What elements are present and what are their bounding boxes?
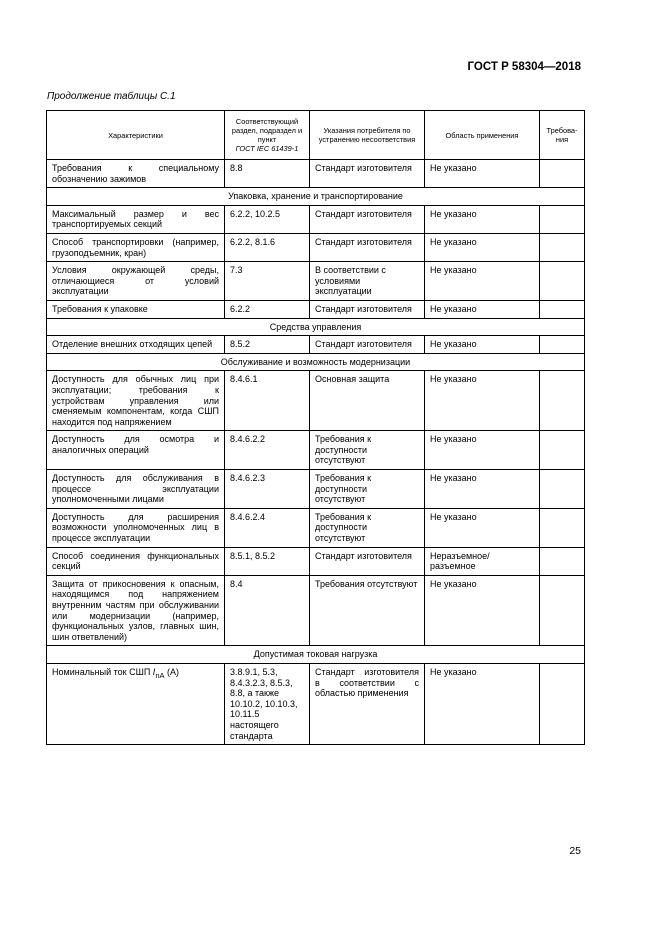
section-row: [47, 353, 585, 371]
table-row: [47, 508, 585, 547]
table-row: [47, 262, 585, 301]
table-row: [47, 233, 585, 261]
table-row: [47, 300, 585, 318]
rated-current-unit: (A): [164, 666, 179, 677]
cell-characteristic: Максимальный размер и вес транспортируемых секций: [47, 205, 225, 233]
cell-section-reference: 8.4.6.1: [225, 371, 310, 431]
cell-application-area: Не указано: [425, 233, 540, 261]
cell-requirements: [540, 663, 585, 744]
cell-consumer-instruction: Стандарт изготовителя в соответствии с областью применения: [310, 663, 425, 744]
cell-characteristic: Требования к упаковке: [47, 300, 225, 318]
table-row: [47, 547, 585, 575]
cell-consumer-instruction: Стандарт изготовителя: [310, 160, 425, 188]
header-standard-code: ГОСТ IEC 61439-1: [235, 144, 299, 153]
cell-section-reference: 6.2.2, 8.1.6: [225, 233, 310, 261]
cell-section-reference: 8.5.2: [225, 336, 310, 354]
cell-application-area: Неразъемное/разъемное: [425, 547, 540, 575]
section-row: [47, 646, 585, 664]
cell-requirements: [540, 470, 585, 509]
cell-application-area: Не указано: [425, 508, 540, 547]
table-caption: Продолжение таблицы С.1: [47, 91, 176, 102]
cell-section-reference: 8.4.6.2.3: [225, 470, 310, 509]
cell-section-reference: 8.5.1, 8.5.2: [225, 547, 310, 575]
header-section-reference-text: Соответствующий раздел, подраздел и пункт: [231, 117, 303, 144]
cell-application-area: Не указано: [425, 371, 540, 431]
page-number: 25: [569, 845, 581, 857]
cell-application-area: Не указано: [425, 205, 540, 233]
section-row: [47, 318, 585, 336]
table-row: [47, 336, 585, 354]
section-title: Средства управления: [47, 318, 585, 336]
cell-consumer-instruction: Стандарт изготовителя: [310, 547, 425, 575]
header-requirements: Требова-ния: [540, 111, 585, 160]
header-characteristics: Характеристики: [47, 111, 225, 160]
section-title: Допустимая токовая нагрузка: [47, 646, 585, 664]
cell-consumer-instruction: Требования отсутствуют: [310, 575, 425, 646]
cell-characteristic: Требования к специальному обозначению зажимов: [47, 160, 225, 188]
cell-characteristic: Доступность для обычных лиц при эксплуатации; требования к устройствам управления или сменяемым компонентам, когда СШП находится под напряжением: [47, 371, 225, 431]
cell-requirements: [540, 262, 585, 301]
cell-characteristic: Способ соединения функциональных секций: [47, 547, 225, 575]
cell-consumer-instruction: Стандарт изготовителя: [310, 205, 425, 233]
cell-characteristic: [47, 663, 225, 744]
cell-requirements: [540, 160, 585, 188]
cell-section-reference: 6.2.2, 10.2.5: [225, 205, 310, 233]
section-title: Обслуживание и возможность модернизации: [47, 353, 585, 371]
cell-consumer-instruction: Стандарт изготовителя: [310, 233, 425, 261]
table-row: [47, 663, 585, 744]
cell-consumer-instruction: В соответствии с условиями эксплуатации: [310, 262, 425, 301]
cell-requirements: [540, 300, 585, 318]
cell-characteristic: Условия окружающей среды, отличающиеся от условий эксплуатации: [47, 262, 225, 301]
cell-application-area: Не указано: [425, 431, 540, 470]
cell-requirements: [540, 508, 585, 547]
section-row: [47, 188, 585, 206]
cell-section-reference: 8.4.6.2.4: [225, 508, 310, 547]
cell-requirements: [540, 336, 585, 354]
table-row: [47, 160, 585, 188]
cell-characteristic: Доступность для осмотра и аналогичных операций: [47, 431, 225, 470]
cell-section-reference: 7.3: [225, 262, 310, 301]
cell-section-reference: 8.4: [225, 575, 310, 646]
rated-current-label: Номинальный ток СШП: [52, 666, 153, 677]
table-row: [47, 431, 585, 470]
cell-characteristic: Защита от прикосновения к опасным, находящимся под напряжением внутренним частям при обслуживании или модернизации (например, функциональных узлов, главных шин, шин ответвлений): [47, 575, 225, 646]
table-header-row: [47, 111, 585, 160]
cell-consumer-instruction: Требования к доступности отсутствуют: [310, 431, 425, 470]
table-row: [47, 470, 585, 509]
cell-requirements: [540, 371, 585, 431]
cell-application-area: Не указано: [425, 663, 540, 744]
cell-section-reference: 8.8: [225, 160, 310, 188]
cell-characteristic: Доступность для обслуживания в процессе эксплуатации уполномоченными лицами: [47, 470, 225, 509]
cell-requirements: [540, 205, 585, 233]
cell-consumer-instruction: Стандарт изготовителя: [310, 300, 425, 318]
document-code: ГОСТ Р 58304—2018: [467, 61, 581, 73]
cell-consumer-instruction: Требования к доступности отсутствуют: [310, 470, 425, 509]
cell-characteristic: Доступность для расширения возможности уполномоченных лиц в процессе эксплуатации: [47, 508, 225, 547]
cell-requirements: [540, 575, 585, 646]
header-consumer-instructions: Указания потребителя по устранению несоответствия: [310, 111, 425, 160]
cell-section-reference: 3.8.9.1, 5.3, 8.4.3.2.3, 8.5.3, 8.8, а также 10.10.2, 10.10.3, 10.11.5 настоящего стандарта: [225, 663, 310, 744]
cell-consumer-instruction: Основная защита: [310, 371, 425, 431]
table-row: [47, 205, 585, 233]
cell-characteristic: Способ транспортировки (например, грузоподъемник, кран): [47, 233, 225, 261]
cell-consumer-instruction: Стандарт изготовителя: [310, 336, 425, 354]
cell-consumer-instruction: Требования к доступности отсутствуют: [310, 508, 425, 547]
cell-section-reference: 8.4.6.2.2: [225, 431, 310, 470]
cell-application-area: Не указано: [425, 300, 540, 318]
cell-requirements: [540, 547, 585, 575]
cell-application-area: Не указано: [425, 160, 540, 188]
table-row: [47, 575, 585, 646]
cell-application-area: Не указано: [425, 336, 540, 354]
cell-requirements: [540, 233, 585, 261]
requirements-table: [46, 110, 585, 745]
cell-application-area: Не указано: [425, 575, 540, 646]
cell-requirements: [540, 431, 585, 470]
header-application-area: Область применения: [425, 111, 540, 160]
cell-application-area: Не указано: [425, 470, 540, 509]
table-row: [47, 371, 585, 431]
cell-application-area: Не указано: [425, 262, 540, 301]
header-section-reference: [225, 111, 310, 160]
cell-section-reference: 6.2.2: [225, 300, 310, 318]
rated-current-symbol: I: [152, 666, 156, 677]
rated-current-subscript: nA: [155, 670, 165, 680]
section-title: Упаковка, хранение и транспортирование: [47, 188, 585, 206]
cell-characteristic: Отделение внешних отходящих цепей: [47, 336, 225, 354]
